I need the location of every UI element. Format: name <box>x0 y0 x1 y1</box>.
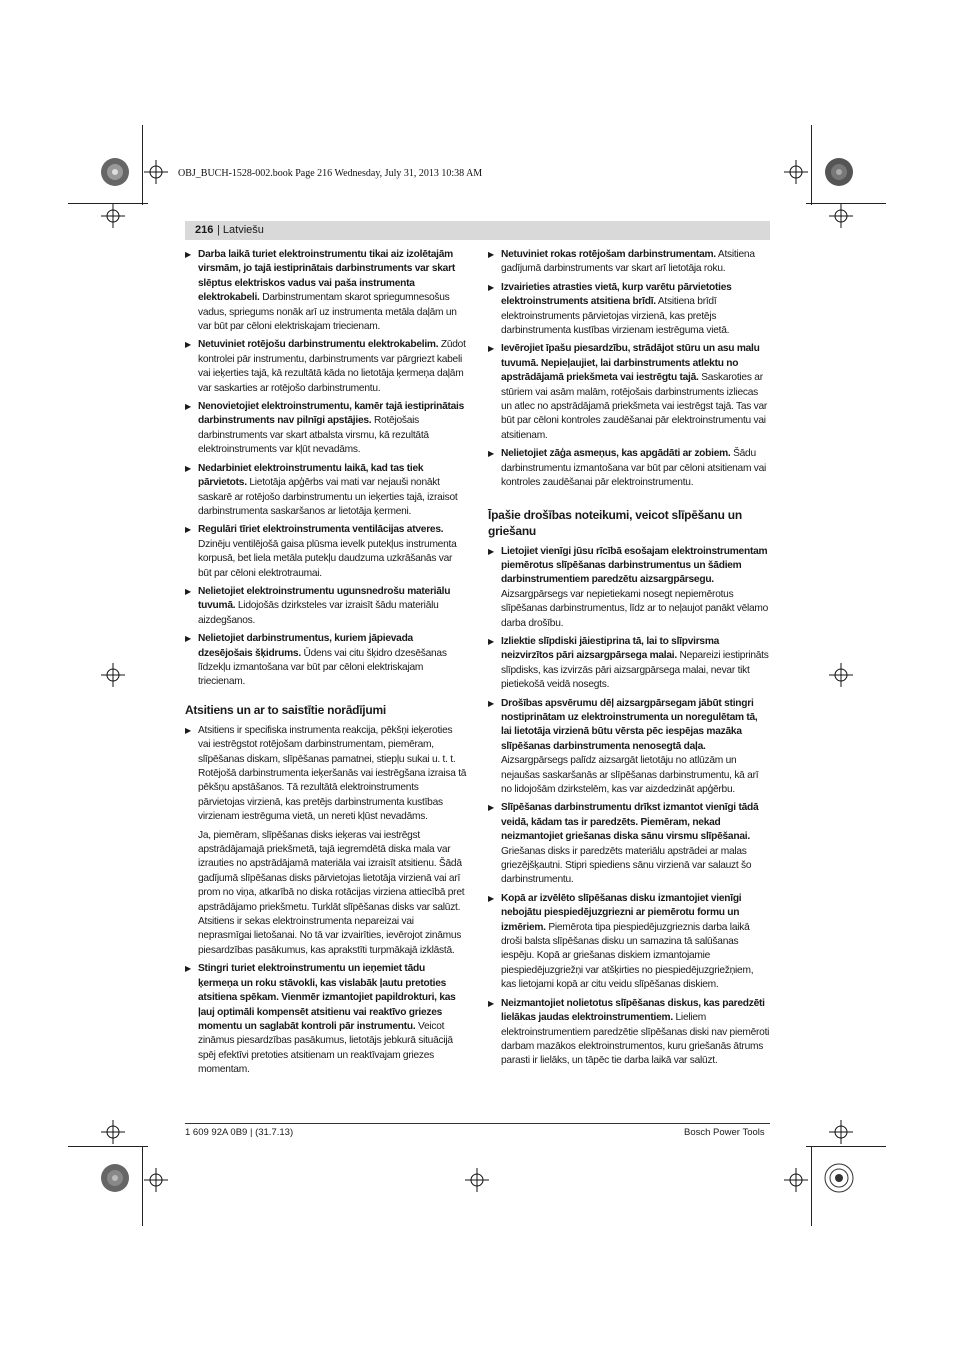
list-item: ▶ Atsitiens ir specifiska instrumenta reakcija, pēkšņi ieķeroties vai iestrēgstot rotējošam darbinstrumentam, piemēram, slīpēšanas diskam, slīpēšanas pamatnei, stiepļu sukai u. t. t. Rotējošā darbinstrumenta ieķeršanās vai iestrēgšana izraisa tā pēkšņu apstāšanos. Tā rezultātā elektroinstruments pārvietojas virzienā, kas pretējs darbinstrumenta kustības virzienam iestrēguma vietā, un nereti kļūst nevadāms. <box>185 724 467 823</box>
bullet-arrow-icon: ▶ <box>185 586 191 596</box>
bullet-arrow-icon: ▶ <box>488 250 494 259</box>
list-item: ▶ Netuviniet rokas rotējošam darbinstrumentam. Atsitiena gadījumā darbinstruments var skart arī lietotāja roku. <box>488 249 755 275</box>
section-title: | Latviešu <box>217 224 264 236</box>
bullet-arrow-icon: ▶ <box>185 402 191 412</box>
crop-line <box>806 1146 886 1147</box>
list-item: ▶ Nelietojiet darbinstrumentus, kuriem jāpievada dzesējošais šķidrums. Ūdens vai citu šķidro dzesēšanas līdzekļu izmantošana var būt par cēloni elektriskajam triecienam. <box>185 633 447 688</box>
list-item: ▶ Izvairieties atrasties vietā, kurp varētu pārvietoties elektroinstruments atsitiena brīdī. Atsitiena brīdī elektroinstruments pārvietojas virzienā, kas pretējs darbinstrumenta kustības virzienam iestrēguma vietā. <box>488 281 732 337</box>
registration-mark-icon <box>465 1168 489 1192</box>
list-item: ▶ Darba laikā turiet elektroinstrumentu tikai aiz izolētajām virsmām, jo tajā iestiprinātais darbinstruments var skart slēptus elektriskos vadus vai paša instrumenta elektrokabeli. Darbinstrumentam skarot spriegumnesošus vadus, spriegums nonāk arī uz instrumenta metāla daļām un var būt par cēloni elektriskajam triecienam. <box>185 249 457 333</box>
registration-mark-icon <box>829 663 853 687</box>
crop-line <box>811 1146 812 1226</box>
footer-brand: Bosch Power Tools <box>684 1127 765 1138</box>
list-item: ▶ Netuviniet rotējošu darbinstrumentu elektrokabelim. Zūdot kontrolei pār instrumentu, darbinstruments var pārgriezt kabeli vai ieķerties tajā, kā rezultātā kāda no lietotāja ķermeņa daļām var saskarties ar rotējošo darbinstrumentu. <box>185 339 466 394</box>
bullet-arrow-icon: ▶ <box>488 546 494 556</box>
paragraph: Ja, piemēram, slīpēšanas disks ieķeras vai iestrēgst apstrādājamajā priekšmetā, tajā iegremdētā diska mala var izrauties no apstrādājamā materiāla vai izraisīt atsitienu. Šādā gadījumā slīpēšanas disks pārvietojas lietotāja virzienā vai arī prom no viņa, atkarībā no diska rotācijas virziena attiecībā pret apstrādājamo priekšmetu. Turklāt slīpēšanas disks var salūzt. <box>198 829 465 913</box>
list-item: ▶ Nedarbiniet elektroinstrumentu laikā, kad tas tiek pārvietots. Lietotāja apģērbs vai mati var nejauši nonākt saskarē ar rotējošo darbinstrumentu un ieķerties tajā, izraisot darbinstrumenta saskaršanos ar lietotāja ķermeni. <box>185 462 458 517</box>
color-rosette-icon <box>100 157 130 187</box>
list-item: ▶ Izliektie slīpdiski jāiestiprina tā, lai to slīpvirsma neizvirzītos pāri aizsargpārsega malai. Nepareizi iestiprināts slīpdisks, kas izvirzās pāri aizsargpārsega malai, nevar tikt pietiekošā veidā nosegts. <box>488 635 769 691</box>
bullet-arrow-icon: ▶ <box>488 636 494 646</box>
print-info: OBJ_BUCH-1528-002.book Page 216 Wednesday, July 31, 2013 10:38 AM <box>178 168 483 179</box>
bullet-arrow-icon: ▶ <box>185 250 191 259</box>
bullet-arrow-icon: ▶ <box>488 449 494 459</box>
registration-mark-icon <box>101 1120 125 1144</box>
section-heading: Īpašie drošības noteikumi, veicot slīpēšanu un griešanu <box>488 507 742 538</box>
list-item: ▶ Nelietojiet zāģa asmeņus, kas apgādāti ar zobiem. Šādu darbinstrumentu izmantošana var būt par cēloni atsitienam vai kontroles zaudēšanai pār elektroinstrumentu. <box>488 448 767 489</box>
registration-mark-icon <box>101 204 125 228</box>
footer-doc-number: 1 609 92A 0B9 | (31.7.13) <box>185 1127 294 1138</box>
registration-mark-icon <box>101 663 125 687</box>
page-number: 216 <box>195 224 214 236</box>
bullet-arrow-icon: ▶ <box>185 525 191 535</box>
bullet-arrow-icon: ▶ <box>185 964 191 974</box>
crop-line <box>142 1146 143 1226</box>
list-item: ▶ Lietojiet vienīgi jūsu rīcībā esošajam elektroinstrumentam piemērotus slīpēšanas darbinstrumentus un šādiem darbinstrumentiem paredzētu aizsargpārsegu. Aizsargpārsegs var nepietiekami nosegt nepiemērotus slīpēšanas darbinstrumentus, līdz ar to neļaujot panākt vēlamo darba drošību. <box>488 545 769 629</box>
registration-mark-icon <box>784 160 808 184</box>
list-item: ▶ Ievērojiet īpašu piesardzību, strādājot stūru un asu malu tuvumā. Nepieļaujiet, lai darbinstruments atlektu no apstrādājamā priekšmeta vai iestrēgtu tajā. Saskaroties ar stūriem vai asām malām, rotējošais darbinstruments izliecas un atlec no apstrādājamā priekšmeta vai iestrēgst tajā. Tas var būt par cēloni kontroles zaudēšanai pār elektroinstrumentu vai atsitienam. <box>488 343 768 441</box>
bullet-arrow-icon: ▶ <box>488 998 494 1008</box>
footer-divider <box>185 1123 770 1124</box>
crop-line <box>68 203 148 204</box>
left-column <box>185 248 467 1082</box>
crop-line <box>811 125 812 205</box>
section-heading: Atsitiens un ar to saistītie norādījumi <box>185 702 386 717</box>
bullet-arrow-icon: ▶ <box>488 698 494 708</box>
list-item: ▶ Neizmantojiet nolietotus slīpēšanas diskus, kas paredzēti lielākas jaudas elektroinstrumentiem. Lieliem elektroinstrumentiem paredzētie slīpēšanas diski nav piemēroti darbam mazākos elektroinstrumentos, kuru griešanās ātrums parasti ir lielāks, un tāpēc tie darba laikā var salūzt. <box>488 997 770 1067</box>
bullet-arrow-icon: ▶ <box>185 725 191 735</box>
color-rosette-icon <box>100 1163 130 1193</box>
registration-mark-icon <box>144 160 168 184</box>
registration-mark-icon <box>784 1168 808 1192</box>
list-item: ▶ Nelietojiet elektroinstrumentu ugunsnedrošu materiālu tuvumā. Lidojošās dzirksteles var izraisīt šādu materiālu aizdegšanos. <box>185 585 451 626</box>
list-item: ▶ Slīpēšanas darbinstrumentu drīkst izmantot vienīgi tādā veidā, kādam tas ir paredzēts. Piemēram, nekad neizmantojiet griešanas diska sānu virsmu slīpēšanai. Griešanas disks ir paredzēts materiālu apstrādei ar malas griezējšķautni. Stipri spiediens sānu virzienā var salauzt šo darbinstrumentu. <box>488 802 759 886</box>
bullet-arrow-icon: ▶ <box>185 463 191 473</box>
page-header-bar <box>185 221 770 240</box>
bullet-arrow-icon: ▶ <box>185 340 191 350</box>
registration-mark-icon <box>829 1120 853 1144</box>
list-item: ▶ Drošības apsvērumu dēļ aizsargpārsegam jābūt stingri nostiprinātam uz elektroinstrumenta un noregulētam tā, lai lietotāja virzienā būtu vērsta pēc iespējas mazāka slīpēšanas darbinstrumenta nenosegtā daļa. Aizsargpārsegs palīdz aizsargāt lietotāju no atlūzām un nejaušas saskaršanās ar slīpēšanas darbinstrumentu, kā arī no lidojošām dzirkstelēm, kas var aizdedzināt apģērbu. <box>488 697 759 795</box>
crop-line <box>68 1146 148 1147</box>
color-rosette-icon <box>824 1163 854 1193</box>
right-column <box>488 248 770 1073</box>
crop-line <box>806 203 886 204</box>
bullet-arrow-icon: ▶ <box>185 634 191 644</box>
list-item: ▶ Regulāri tīriet elektroinstrumenta ventilācijas atveres. Dzinēju ventilējošā gaisa plūsma ievelk putekļus instrumenta korpusā, bet liela metāla putekļu daudzuma uzkrāšanās var būt par cēloni elektrotraumai. <box>185 524 457 579</box>
bullet-arrow-icon: ▶ <box>488 282 494 292</box>
registration-mark-icon <box>829 204 853 228</box>
paragraph: Atsitiens ir sekas elektroinstrumenta nepareizai vai neprasmīgai lietošanai. No tā var izvairīties, ievērojot zināmus piesardzības pasākumus, kas aprakstīti turpmākajā izklāstā. <box>198 916 462 956</box>
bullet-arrow-icon: ▶ <box>488 893 494 903</box>
list-item: ▶ Kopā ar izvēlēto slīpēšanas disku izmantojiet vienīgi nebojātu piespiedējuzgriezni ar piemērotu formu un izmēriem. Piemērota tipa piespiedējuzgrieznis darba laikā droši balsta slīpēšanas disku un samazina tā salūšanas iespēju. Kopā ar griešanas diskiem izmantojamie piespiedējuzgriežņi var atšķirties no piespiedējuzgriežņiem, kas lietojami kopā ar citu veidu slīpēšanas diskiem. <box>488 892 754 991</box>
bullet-arrow-icon: ▶ <box>488 344 494 354</box>
crop-line <box>142 125 143 205</box>
registration-mark-icon <box>144 1168 168 1192</box>
list-item: ▶ Stingri turiet elektroinstrumentu un ieņemiet tādu ķermeņa un roku stāvokli, kas vislabāk ļautu pretoties atsitiena spēkam. Vienmēr izmantojiet papildrokturi, kas ļauj optimāli kompensēt atsitienu vai reaktīvo griezes momentu un saglabāt kontroli pār instrumentu. Veicot zināmus piesardzības pasākumus, lietotājs jebkurā situācijā spēj efektīvi pretoties atsitienam un reaktīvajam griezes momentam. <box>185 963 456 1076</box>
list-item: ▶ Nenovietojiet elektroinstrumentu, kamēr tajā iestiprinātais darbinstruments nav pilnīgi apstājies. Rotējošais darbinstruments var skart atbalsta virsmu, kā rezultātā elektroinstruments var kļūt nevadāms. <box>185 401 465 456</box>
bullet-arrow-icon: ▶ <box>488 803 494 813</box>
color-rosette-icon <box>824 157 854 187</box>
